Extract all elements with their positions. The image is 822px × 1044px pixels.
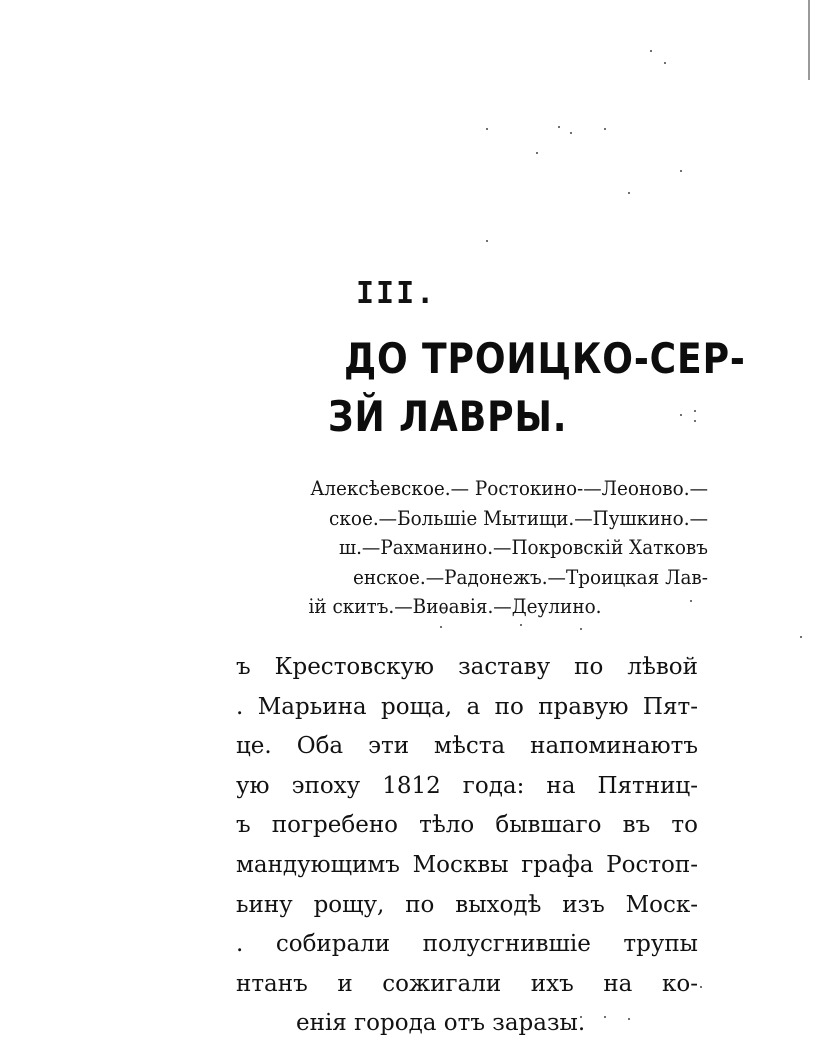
body-line: ъ погребено тѣло бывшаго въ то bbox=[236, 812, 698, 839]
body-line: . собирали полусгнившіе трупы bbox=[236, 931, 698, 958]
body-line: нтанъ и сожигали ихъ на ко- bbox=[236, 970, 698, 997]
body-line: це. Оба эти мѣста напоминаютъ bbox=[236, 733, 698, 760]
print-speck bbox=[800, 636, 802, 638]
contents-line: ское.—Большіе Мытищи.—Пушкино.— bbox=[329, 505, 708, 530]
chapter-contents-summary bbox=[268, 474, 708, 622]
print-speck bbox=[558, 126, 560, 128]
print-speck bbox=[628, 192, 630, 194]
body-line: . Марьина роща, а по правую Пят- bbox=[236, 693, 698, 720]
contents-line: ш.—Рахманино.—Покровскій Хатковъ bbox=[338, 535, 708, 559]
print-speck bbox=[680, 170, 682, 172]
chapter-title-line-1: ДО ТРОИЦКО-СЕР- bbox=[344, 334, 746, 383]
print-speck bbox=[536, 152, 538, 154]
contents-line: Алексѣевское.— Ростокино-—Леоново.— bbox=[310, 476, 708, 500]
body-line: ъ Крестовскую заставу по лѣвой bbox=[236, 654, 698, 680]
print-speck bbox=[700, 986, 702, 988]
print-speck bbox=[486, 240, 488, 242]
print-speck bbox=[580, 628, 582, 630]
chapter-title-line-2: ЗЙ ЛАВРЫ. bbox=[328, 392, 568, 441]
body-line: енія города отъ заразы. bbox=[296, 1010, 586, 1037]
body-paragraph bbox=[236, 648, 698, 1044]
body-line: мандующимъ Москвы графа Ростоп- bbox=[236, 851, 698, 878]
print-speck bbox=[520, 624, 522, 626]
print-speck bbox=[604, 128, 606, 130]
print-speck bbox=[694, 410, 696, 412]
print-speck bbox=[650, 50, 652, 52]
print-speck bbox=[680, 414, 682, 416]
print-speck bbox=[570, 132, 572, 134]
print-speck bbox=[486, 128, 488, 130]
body-line: ьину рощу, по выходѣ изъ Моск- bbox=[236, 891, 698, 918]
print-speck bbox=[440, 626, 442, 628]
contents-line: ій скитъ.—Виѳавія.—Деулино. bbox=[308, 594, 602, 618]
body-line: ую эпоху 1812 года: на Пятниц- bbox=[236, 772, 698, 799]
chapter-number: III. bbox=[356, 276, 437, 311]
page-edge-line bbox=[808, 0, 810, 80]
print-speck bbox=[664, 62, 666, 64]
contents-line: енское.—Радонежъ.—Троицкая Лав- bbox=[352, 564, 708, 589]
print-speck bbox=[694, 420, 696, 422]
